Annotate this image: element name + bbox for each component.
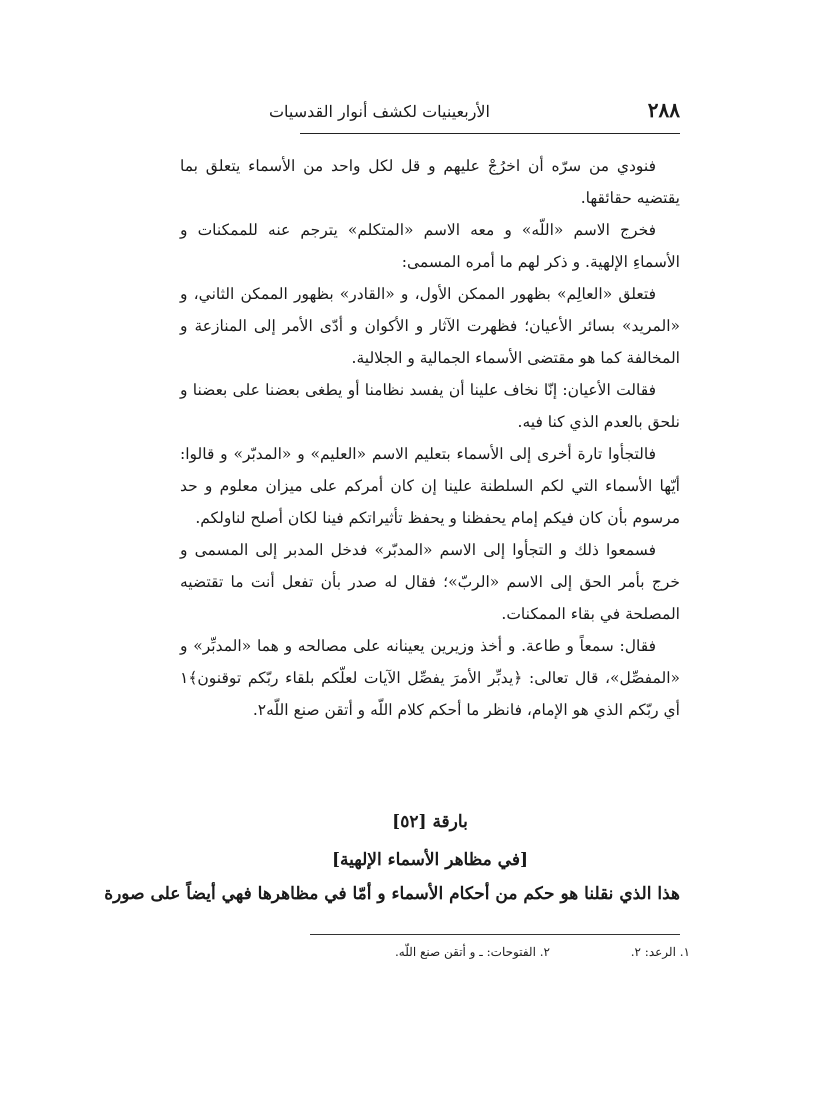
header-rule (300, 133, 680, 134)
section-subtitle: [في مظاهر الأسماء الإلهية] (331, 850, 529, 870)
paragraph-6: فسمعوا ذلك و التجأوا إلى الاسم «المدبّر» فدخل المدبر إلى المسمى و خرج بأمر الحق إلى الاسم «الربّ»؛ فقال له صدر بأن تفعل أنت ما تقتضيه المصلحة في بقاء الممكنات. (180, 541, 680, 623)
running-title: الأربعينيات لكشف أنوار القدسيات (268, 102, 490, 121)
paragraph-1: فنودي من سرّه أن اخرُجْ عليهم و قل لكل واحد من الأسماء يتعلق بما يقتضيه حقائقها. (180, 157, 680, 207)
section-title: بارقة [٥٢] (392, 812, 468, 832)
body-text (180, 150, 680, 726)
paragraph-2: فخرج الاسم «اللّه» و معه الاسم «المتكلم» يترجم عنه للممكنات و الأسماءِ الإلهية. و ذكر لهم ما أمره المسمى: (180, 221, 680, 271)
paragraph-5: فالتجأوا تارة أخرى إلى الأسماء بتعليم الاسم «العليم» و «المدبّر» و قالوا: أيّها الأسماء التي لكم السلطنة علينا إن كان أمركم على ميزان معلوم و حد مرسوم بأن كان فيكم إمام يحفظنا و يحفظ تأثيراتكم فينا لكان أصلح لناولكم. (180, 445, 680, 527)
footnote-1: ١. الرعد: ٢. (630, 945, 690, 959)
section-lead-line: هذا الذي نقلنا هو حكم من أحكام الأسماء و أمّا في مظاهرها فهي أيضاً على صورة (104, 884, 680, 904)
footnote-rule (310, 934, 680, 935)
paragraph-4: فقالت الأعيان: إنّا نخاف علينا أن يفسد نظامنا أو يطغى بعضنا على بعضنا و نلحق بالعدم الذي كنا فيه. (180, 381, 680, 431)
paragraph-7: فقال: سمعاً و طاعة. و أخذ وزيرين يعينانه على مصالحه و هما «المدبِّر» و «المفصِّل»، قال تعالى: ﴿يدبِّر الأمرَ يفصِّل الآيات لعلّكم بلقاء ربّكم توقنون﴾١ أي ربّكم الذي هو الإمام، فانظر ما أحكم كلام اللّه و أتقن صنع اللّه٢. (180, 637, 680, 719)
footnote-2: ٢. الفتوحات: ـ و أتقن صنع اللّه. (394, 945, 550, 959)
page-number: ٢٨٨ (647, 98, 680, 122)
paragraph-3: فتعلق «العالِم» بظهور الممكن الأول، و «القادر» بظهور الممكن الثاني، و «المريد» بسائر الأعيان؛ فظهرت الآثار و الأكوان و أدّى الأمر إلى المنازعة و المخالفة كما هو مقتضى الأسماء الجمالية و الجلالية. (180, 285, 680, 367)
page-header (268, 98, 680, 132)
